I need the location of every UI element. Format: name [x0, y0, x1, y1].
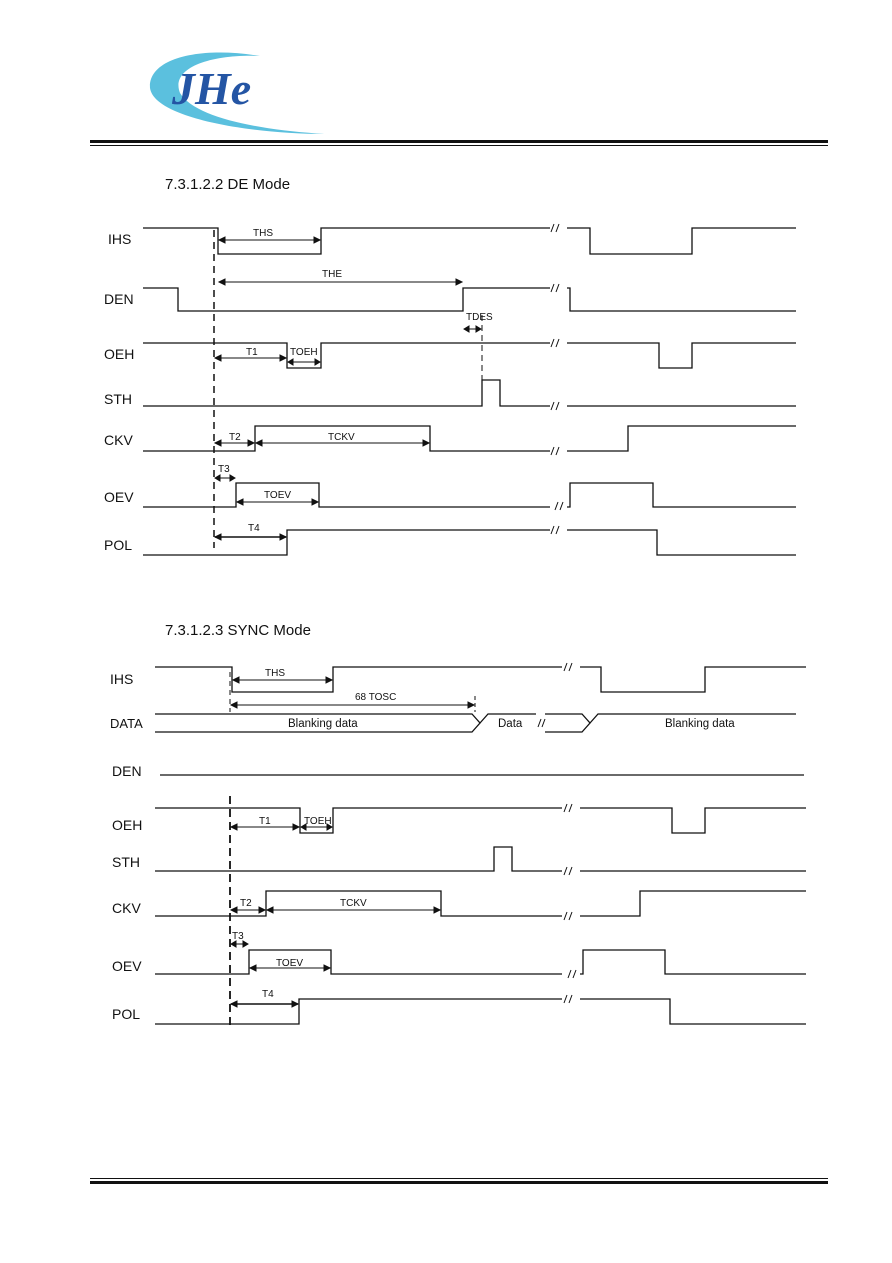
timing-label-toev: TOEV [276, 958, 304, 969]
signal-label-ckv: CKV [104, 432, 133, 448]
signal-label-sth: STH [112, 854, 140, 870]
signal-label-oev: OEV [104, 489, 134, 505]
timing-label-t2: T2 [229, 432, 241, 443]
timing-label-t1: T1 [246, 347, 258, 358]
waveform-pol [155, 999, 562, 1024]
timing-label-t2: T2 [240, 898, 252, 909]
timing-label-ths: THS [265, 668, 285, 679]
data-label-blanking-1: Blanking data [288, 718, 358, 730]
break-mark [564, 867, 572, 875]
signal-label-oeh: OEH [104, 346, 135, 362]
signal-label-den: DEN [112, 763, 142, 779]
section-title-sync-mode: 7.3.1.2.3 SYNC Mode [165, 622, 311, 639]
timing-label-t1: T1 [259, 816, 271, 827]
signal-label-ckv: CKV [112, 900, 141, 916]
data-bus-segment [545, 714, 590, 732]
break-mark [568, 970, 576, 978]
signal-label-oeh: OEH [112, 817, 143, 833]
timing-label-toev: TOEV [264, 490, 292, 501]
footer-rule [90, 1178, 828, 1179]
waveform-oeh [155, 808, 562, 833]
waveform-ihs [155, 667, 562, 692]
data-label-data: Data [498, 718, 523, 730]
section-title-de-mode: 7.3.1.2.2 DE Mode [165, 176, 291, 193]
waveform-sth [155, 847, 562, 871]
timing-label-68tosc: 68 TOSC [355, 692, 397, 703]
timing-label-tckv: TCKV [340, 898, 367, 909]
timing-label-toeh: TOEH [304, 816, 332, 827]
timing-label-ths: THS [253, 228, 273, 239]
data-label-blanking-2: Blanking data [665, 718, 735, 730]
break-mark [564, 663, 572, 671]
timing-label-t3: T3 [218, 464, 230, 475]
waveform-oev [155, 950, 562, 974]
waveform-oev-end [580, 950, 806, 974]
waveform-oeh-end [580, 808, 806, 833]
signal-label-den: DEN [104, 291, 134, 307]
waveform-ckv-end [580, 891, 806, 916]
timing-label-t4: T4 [248, 523, 260, 534]
timing-label-t4: T4 [262, 989, 274, 1000]
break-mark [564, 912, 572, 920]
break-mark [538, 719, 545, 727]
break-mark [564, 804, 572, 812]
timing-label-tdes: TDES [466, 312, 493, 323]
break-mark [564, 995, 572, 1003]
waveform-ihs-end [580, 667, 806, 692]
signal-label-sth: STH [104, 391, 132, 407]
timing-label-toeh: TOEH [290, 347, 318, 358]
signal-label-pol: POL [112, 1006, 141, 1022]
signal-label-ihs: IHS [108, 231, 132, 247]
signal-label-ihs: IHS [110, 671, 134, 687]
waveform-pol-end [580, 999, 806, 1024]
signal-label-oev: OEV [112, 958, 142, 974]
signal-label-pol: POL [104, 537, 133, 553]
timing-label-the: THE [322, 269, 342, 280]
signal-label-data: DATA [110, 716, 143, 731]
timing-label-t3: T3 [232, 931, 244, 942]
footer-rule-thick [90, 1181, 828, 1184]
timing-label-tckv: TCKV [328, 432, 355, 443]
logo-text: JHe [172, 63, 252, 114]
